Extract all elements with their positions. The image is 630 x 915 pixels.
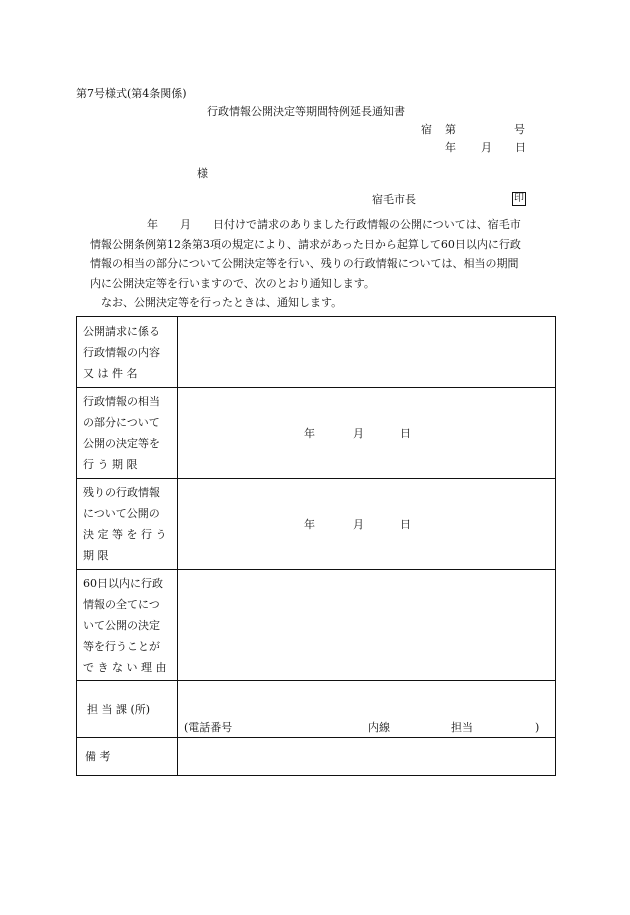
extension-label: 内線 [368,721,390,734]
date-day: 日 [515,141,526,154]
body-line: 内に公開決定等を行いますので、次のとおり通知します。 [90,276,375,290]
label-line: の部分について [83,416,160,429]
label-char: い [126,660,138,674]
label-char: 期 [112,458,123,471]
label-char: (所) [130,702,151,716]
label-char: う [155,528,167,541]
label-char: 期 [83,549,94,562]
deadline-month: 月 [353,518,364,531]
deadline-month: 月 [353,427,364,440]
label-char: 備 [85,750,96,763]
seal-mark: 印 [514,193,524,204]
label-line [83,545,171,566]
deadline-day: 日 [400,518,411,531]
row-label-remaining-deadline [77,479,178,570]
label-line: いて公開の決定 [83,618,160,632]
body-line: なお、公開決定等を行ったときは、通知します。 [101,296,343,309]
label-line: 60日以内に行政 [83,576,163,590]
label-char: 当 [101,702,113,716]
label-char: 定 [97,528,109,541]
label-char: 理 [141,660,152,674]
label-char: で [83,660,94,674]
body-line: 情報公開条例第12条第3項の規定により、請求があった日から起算して60日以内に行政 [90,237,521,251]
label-line [83,657,171,678]
row-label-partial-deadline [77,388,178,479]
label-line [83,363,171,384]
document-title: 行政情報公開決定等期間特例延長通知書 [207,105,405,118]
form-number: 第7号様式(第4条関係) [76,87,187,100]
label-line [83,524,171,545]
label-char: 等 [112,528,123,541]
label-char: 決 [83,528,94,541]
label-char: う [97,458,109,471]
label-line: 公開の決定等を [83,437,160,450]
deadline-day: 日 [400,427,411,440]
label-char: 件 [112,366,123,380]
label-char: 担 [87,702,98,716]
reason-value [178,570,556,681]
department-value [178,681,556,738]
remaining-deadline-value [178,479,556,570]
label-line [83,699,171,720]
doc-number-dai: 第 [445,123,456,136]
body-paragraph [90,215,556,313]
label-line: 等を行うことが [83,639,160,653]
request-content-value [178,317,556,388]
doc-number-prefix: 宿 [421,123,432,136]
notice-table [76,316,556,776]
person-label: 担当 [451,721,473,734]
table-row [77,388,556,479]
label-char: 考 [99,750,111,763]
table-row [77,570,556,681]
recipient-suffix: 様 [197,167,208,180]
table-row [77,681,556,738]
table-row [77,738,556,776]
remarks-value [178,738,556,776]
date-month: 月 [481,141,492,154]
label-char: 又 [83,366,94,380]
label-char: な [112,660,123,674]
row-label-request-content [77,317,178,388]
label-char: 由 [155,660,167,674]
label-line: 行政情報の内容 [83,345,160,359]
label-char: 限 [126,458,138,471]
label-line: 行政情報の相当 [83,395,160,408]
label-line: 情報の全てにつ [83,597,160,611]
deadline-year: 年 [304,518,315,531]
table-row [77,317,556,388]
body-line: 年 月 日付けで請求のありました行政情報の公開については、宿毛市 [147,218,521,231]
label-char: 限 [97,549,109,562]
partial-deadline-value [178,388,556,479]
row-label-remarks [77,738,178,776]
body-line: 情報の相当の部分について公開決定等を行い、残りの行政情報については、相当の期間 [90,257,519,270]
label-line: について公開の [83,507,160,520]
label-char: 行 [141,528,152,541]
label-char: 名 [126,366,138,380]
label-line [83,454,171,475]
date-year: 年 [445,141,456,154]
label-line: 残りの行政情報 [83,486,160,499]
doc-number-go: 号 [514,123,525,136]
label-line [83,746,171,767]
label-char: 行 [83,458,94,471]
label-line: 公開請求に係る [83,324,160,338]
deadline-year: 年 [304,427,315,440]
label-char: は [97,366,109,380]
sender-name: 宿毛市長 [372,193,416,206]
phone-label: (電話番号 [184,721,233,734]
label-char: を [126,528,138,541]
label-char: き [97,660,109,674]
close-paren: ) [535,721,540,734]
label-char: 課 [116,702,127,716]
row-label-department [77,681,178,738]
table-row [77,479,556,570]
row-label-reason [77,570,178,681]
